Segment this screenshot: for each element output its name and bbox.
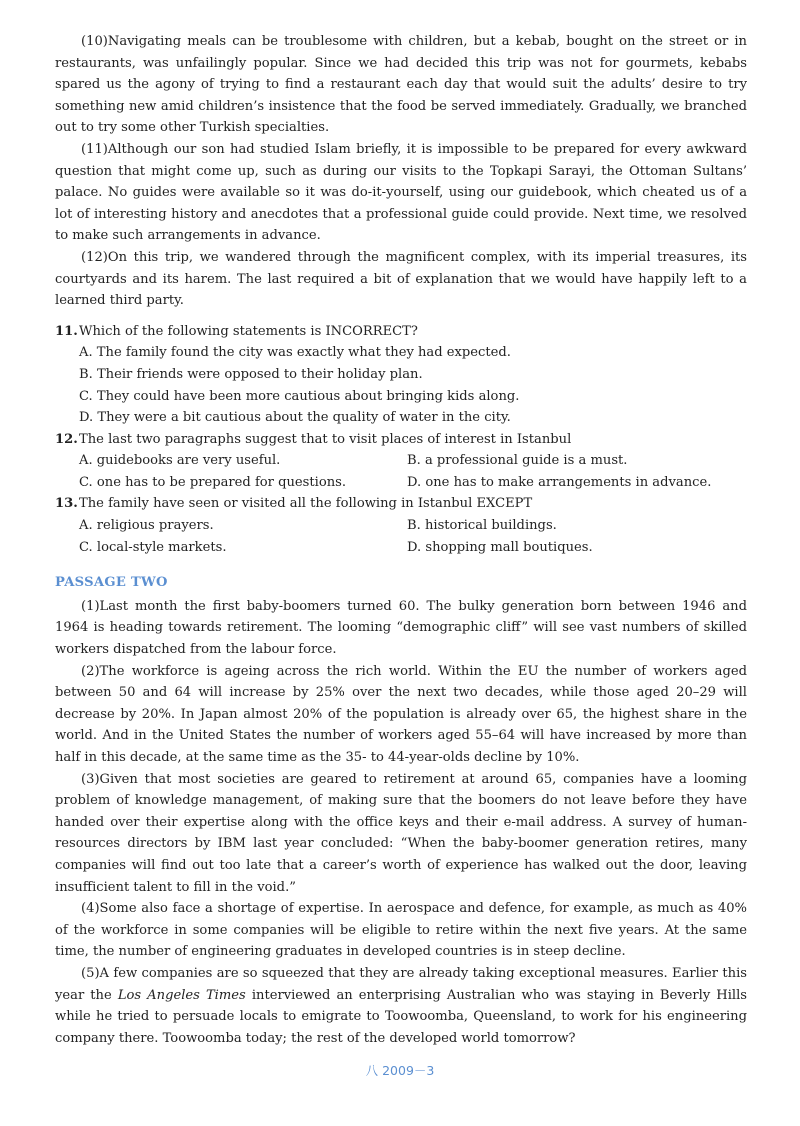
- question-number: 11.: [55, 323, 78, 339]
- option-b: B. Their friends were opposed to their holiday plan.: [79, 366, 423, 382]
- paragraph-5-text-end: interviewed an enterprising Australian who was staying in Beverly Hills while he tried to persuade locals to emigrate to Toowoomba, Queensland, to work for his engineering company there. Toowoomba today; the rest of the developed world tomorrow?: [55, 987, 747, 1046]
- paragraph-12: (12)On this trip, we wandered through the magnificent complex, with its imperial treasures, its courtyards and its harem. The last required a bit of explanation that we would have happily left to a learned third party.: [55, 249, 747, 309]
- question-12-options: [55, 450, 747, 493]
- question-12: [55, 429, 747, 451]
- option-d: D. shopping mall boutiques.: [407, 539, 593, 555]
- option-a: A. The family found the city was exactly what they had expected.: [79, 345, 511, 361]
- page-footer: 八 2009－3: [365, 1063, 435, 1078]
- paragraph-11: (11)Although our son had studied Islam briefly, it is impossible to be prepared for every awkward question that might come up, such as during our visits to the Topkapi Sarayi, the Ottoman Sultans’ palace. No guides were available so it was do-it-yourself, using our guidebook, which cheated us of a lot of interesting history and anecdotes that a professional guide could provide. Next time, we resolved to make such arrangements in advance.: [55, 141, 747, 244]
- passage-two-paragraph-4: (4)Some also face a shortage of expertise. In aerospace and defence, for example, as much as 40% of the workforce in some companies will be eligible to retire within the next five years. At the same time, the number of engineering graduates in developed countries is in steep decline.: [55, 901, 747, 960]
- question-stem: The family have seen or visited all the following in Istanbul EXCEPT: [79, 496, 533, 512]
- question-11: [55, 321, 747, 343]
- exam-page: [55, 31, 747, 1049]
- question-13-options: [55, 515, 747, 558]
- question-number: 12.: [55, 431, 78, 447]
- question-number: 13.: [55, 496, 78, 512]
- option-c: C. local-style markets.: [79, 539, 227, 555]
- option-b: B. historical buildings.: [407, 518, 557, 534]
- option-d: D. They were a bit cautious about the quality of water in the city.: [79, 410, 511, 426]
- option-b: B. a professional guide is a must.: [407, 453, 628, 469]
- option-c: C. one has to be prepared for questions.: [79, 474, 347, 490]
- question-13: [55, 493, 747, 515]
- passage-two-title: PASSAGE TWO: [55, 575, 168, 591]
- passage-two-paragraph-5: [55, 963, 747, 1049]
- option-c: C. They could have been more cautious about bringing kids along.: [79, 388, 520, 404]
- paragraph-5-text-start: (5)A few companies are so squeezed that they are already taking exceptional measures. Earlier this year the: [55, 965, 747, 1003]
- passage-two-paragraph-1: (1)Last month the first baby-boomers turned 60. The bulky generation born between 1946 and 1964 is heading towards retirement. The looming “demographic cliff” will see vast numbers of skilled workers dispatched from the labour force.: [55, 598, 747, 658]
- passage-two-paragraph-3: (3)Given that most societies are geared to retirement at around 65, companies have a looming problem of knowledge management, of making sure that the boomers do not leave before they have handed over their expertise along with the office keys and their e-mail address. A survey of human-resources directors by IBM last year concluded: “When the baby-boomer generation retires, many companies will find out too late that a career’s worth of experience has walked out the door, leaving insufficient talent to fill in the void.”: [55, 771, 747, 895]
- question-stem: The last two paragraphs suggest that to visit places of interest in Istanbul: [79, 431, 572, 447]
- paragraph-10: (10)Navigating meals can be troublesome with children, but a kebab, bought on the street or in restaurants, was unfailingly popular. Since we had decided this trip was not for gourmets, kebabs spared us the agony of trying to find a restaurant each day that would suit the adults’ desire to try something new amid children’s insistence that the food be served immediately. Gradually, we branched out to try some other Turkish specialties.: [55, 34, 747, 136]
- option-a: A. religious prayers.: [79, 518, 214, 534]
- option-a: A. guidebooks are very useful.: [79, 453, 281, 469]
- passage-two-paragraph-2: (2)The workforce is ageing across the rich world. Within the EU the number of workers aged between 50 and 64 will increase by 25% over the next two decades, while those aged 20–29 will decrease by 20%. In Japan almost 20% of the population is already over 65, the highest share in the world. And in the United States the number of workers aged 55–64 will have increased by more than half in this decade, at the same time as the 35- to 44-year-olds decline by 10%.: [55, 663, 747, 765]
- question-11-options: [55, 342, 747, 428]
- option-d: D. one has to make arrangements in advance.: [407, 474, 712, 490]
- newspaper-title: Los Angeles Times: [117, 987, 246, 1003]
- question-stem: Which of the following statements is INCORRECT?: [79, 323, 418, 339]
